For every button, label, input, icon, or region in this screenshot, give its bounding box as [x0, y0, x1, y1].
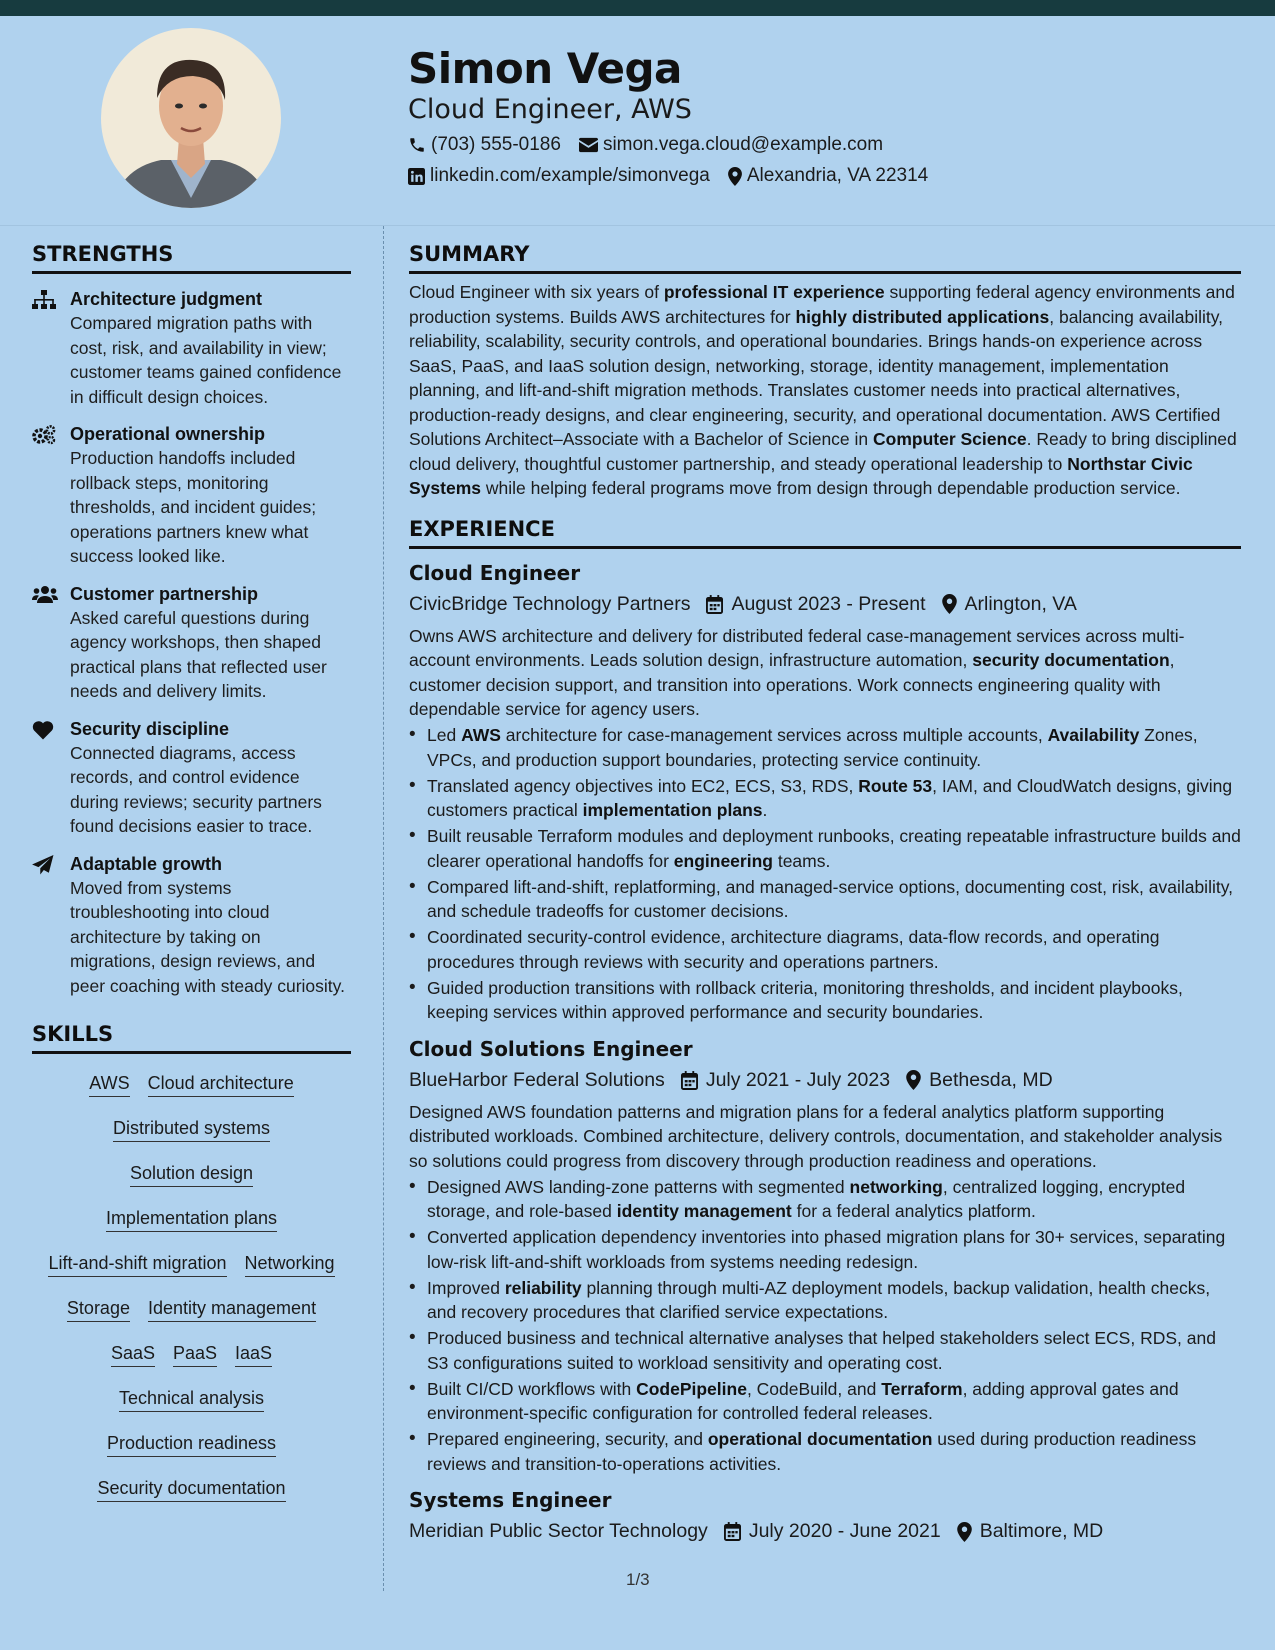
calendar-icon [706, 595, 723, 614]
map-pin-icon [906, 1070, 921, 1090]
job-description: Owns AWS architecture and delivery for distributed federal case-management services across multi-account environments. Leads solution design, infrastructure automation, security documentation, customer decision support, and transition into operations. Work connects engineering quality with dependable service for agency users. [409, 625, 1185, 719]
column-divider [383, 226, 384, 1591]
calendar-icon [724, 1522, 741, 1541]
strength-description: Asked careful questions during agency workshops, then shaped practical plans that reflected user needs and delivery limits. [70, 607, 327, 701]
users-icon [32, 582, 70, 704]
emphasis-text: security documentation [972, 650, 1170, 670]
strength-description: Production handoffs included rollback steps, monitoring thresholds, and incident guides; operations partners knew what success looked like. [70, 448, 317, 566]
emphasis-text: Availability [1047, 725, 1140, 745]
skill-row [32, 1377, 351, 1422]
skill-tag: SaaS [111, 1343, 155, 1367]
emphasis-text: reliability [504, 1277, 582, 1298]
resume-header [0, 16, 1275, 226]
map-pin-icon [957, 1522, 972, 1542]
bullet-item: • Compared lift-and-shift, replatforming, and managed-service options, documenting cost, risk, availability, and schedule tradeoffs for customer decisions. [427, 875, 1241, 924]
job-dates [681, 1069, 890, 1092]
skill-row [32, 1287, 351, 1332]
emphasis-text: Terraform [881, 1378, 963, 1399]
skill-tag: Security documentation [97, 1478, 285, 1502]
job-dates-text: July 2020 - June 2021 [748, 1520, 941, 1542]
location-text: Alexandria, VA 22314 [746, 165, 929, 186]
strength-name: Architecture judgment [70, 289, 263, 309]
strengths-heading: STRENGTHS [32, 242, 351, 274]
emphasis-text: implementation plans [582, 800, 763, 820]
job-dates-text: August 2023 - Present [731, 592, 926, 615]
avatar [101, 28, 281, 208]
skill-row [32, 1152, 351, 1197]
emphasis-text: highly distributed applications [795, 306, 1050, 327]
bullet-item: • Built reusable Terraform modules and deployment runbooks, creating repeatable infrastructure builds and clearer operational handoffs for engineering teams. [427, 824, 1241, 873]
emphasis-text: engineering [673, 850, 773, 871]
job-title: Cloud Engineer [409, 560, 581, 585]
job-dates [724, 1520, 941, 1543]
skill-row [32, 1197, 351, 1242]
strength-item [32, 287, 351, 409]
job-meta [409, 1520, 1241, 1543]
strength-item [32, 582, 351, 704]
strength-description: Moved from systems troubleshooting into cloud architecture by taking on migrations, design reviews, and peer coaching with steady curiosity. [70, 877, 345, 996]
page-number: 1/3 [626, 1570, 650, 1589]
paper-plane-icon [32, 852, 70, 999]
skill-tag: Networking [245, 1253, 335, 1277]
emphasis-text: professional IT experience [663, 282, 885, 302]
strength-body [70, 582, 351, 704]
strength-item [32, 717, 351, 839]
contact-row-2 [408, 165, 946, 187]
gears-icon [32, 422, 70, 569]
bullet-item: • Coordinated security-control evidence, architecture diagrams, data-flow records, and operating procedures through reviews with security and operations partners. [427, 925, 1241, 974]
company-name: BlueHarbor Federal Solutions [409, 1068, 665, 1091]
map-pin-icon [942, 594, 957, 614]
phone-item [408, 134, 561, 156]
profile-photo [101, 28, 281, 208]
strength-name: Security discipline [70, 718, 230, 739]
skill-tag: PaaS [173, 1343, 217, 1367]
job-entry [409, 1488, 1241, 1543]
skill-tag: IaaS [235, 1343, 272, 1367]
skill-tag: Implementation plans [106, 1208, 277, 1232]
emphasis-text: Computer Science [873, 429, 1027, 449]
bullet-item: • Built CI/CD workflows with CodePipeline, CodeBuild, and Terraform, adding approval gates and environment-specific configuration for controlled federal releases. [427, 1377, 1241, 1426]
job-location [957, 1520, 1104, 1543]
strengths-list [32, 287, 351, 998]
bullet-item: • Converted application dependency inventories into phased migration plans for 30+ services, separating low-risk lift-and-shift workloads from systems needing redesign. [427, 1225, 1241, 1274]
bullet-item: • Led AWS architecture for case-management services across multiple accounts, Availability Zones, VPCs, and production support boundaries, protecting service continuity. [427, 723, 1241, 772]
job-location-text: Bethesda, MD [929, 1068, 1053, 1091]
strength-body [70, 717, 351, 839]
job-location [906, 1069, 1053, 1092]
strength-name: Operational ownership [70, 424, 266, 444]
job-bullets [427, 1175, 1241, 1477]
contact-row-1 [408, 134, 901, 156]
emphasis-text: Route 53 [858, 775, 933, 796]
phone-text: (703) 555-0186 [431, 134, 561, 155]
email-text[interactable]: simon.vega.cloud@example.com [602, 134, 884, 155]
bullet-item: • Guided production transitions with rollback criteria, monitoring thresholds, and incident playbooks, keeping services within approved performance and security boundaries. [427, 976, 1241, 1025]
bullet-item: • Prepared engineering, security, and operational documentation used during production readiness reviews and transition-to-operations activities. [427, 1427, 1241, 1476]
candidate-title: Cloud Engineer, AWS [408, 94, 692, 125]
job-entry [409, 561, 1241, 1025]
skills-heading: SKILLS [32, 1022, 351, 1054]
skill-tag: Lift-and-shift migration [48, 1253, 226, 1277]
skill-row [32, 1467, 351, 1512]
job-location [942, 593, 1077, 616]
location-item [728, 165, 928, 187]
strength-body [70, 852, 351, 999]
summary-text: Cloud Engineer with six years of professional IT experience supporting federal agency environments and production systems. Builds AWS architectures for highly distributed applications, balancing availability, reliability, scalability, security controls, and operational boundaries. Brings hands-on experience across SaaS, PaaS, and IaaS solution design, networking, storage, identity management, implementation planning, and lift-and-shift migration methods. Translates customer needs into practical alternatives, production-ready designs, and clear engineering, security, and operational documentation. AWS Certified Solutions Architect–Associate with a Bachelor of Science in Computer Science. Ready to bring disciplined cloud delivery, thoughtful customer partnership, and steady operational leadership to Northstar Civic Systems while helping federal programs move from design through dependable production service. [409, 282, 1237, 498]
emphasis-text: Northstar Civic Systems [409, 453, 1193, 498]
skill-tag: Solution design [130, 1163, 253, 1187]
job-entry [409, 1037, 1241, 1477]
job-bullets [427, 723, 1241, 1025]
bullet-item: • Improved reliability planning through multi-AZ deployment models, backup validation, health checks, and recovery procedures that clarified service expectations. [427, 1276, 1241, 1325]
job-title: Cloud Solutions Engineer [409, 1036, 693, 1061]
strength-description: Compared migration paths with cost, risk, and availability in view; customer teams gained confidence in difficult design choices. [70, 313, 342, 407]
job-dates [706, 593, 925, 616]
linkedin-text[interactable]: linkedin.com/example/simonvega [430, 165, 710, 186]
heart-icon [32, 717, 70, 839]
skill-row [32, 1062, 351, 1107]
linkedin-item[interactable] [408, 165, 710, 187]
skill-tag: Distributed systems [113, 1118, 270, 1142]
skills-list [32, 1062, 351, 1512]
job-description: Designed AWS foundation patterns and migration plans for a federal analytics platform supporting distributed workloads. Combined architecture, delivery controls, documentation, and stakeholder analysis so solutions could progress from discovery through production readiness and operations. [409, 1101, 1223, 1171]
bullet-item: • Produced business and technical alternative analyses that helped stakeholders select ECS, RDS, and S3 configurations suited to workload sensitivity and operating cost. [427, 1326, 1241, 1375]
experience-list [409, 561, 1241, 1544]
skill-tag: Production readiness [107, 1433, 276, 1457]
skill-row [32, 1332, 351, 1377]
emphasis-text: identity management [616, 1201, 792, 1221]
email-item[interactable] [579, 134, 883, 156]
experience-heading: EXPERIENCE [409, 517, 1241, 549]
skill-tag: Technical analysis [119, 1388, 264, 1412]
company-name: Meridian Public Sector Technology [409, 1520, 708, 1542]
right-column [409, 226, 1241, 1543]
summary-heading: SUMMARY [409, 242, 1241, 274]
strength-body [70, 287, 351, 409]
bullet-item: • Designed AWS landing-zone patterns with segmented networking, centralized logging, encrypted storage, and role-based identity management for a federal analytics platform. [427, 1175, 1241, 1224]
skill-row [32, 1422, 351, 1467]
skill-tag: AWS [89, 1073, 129, 1097]
phone-icon [408, 136, 426, 154]
strength-description: Connected diagrams, access records, and control evidence during reviews; security partners found decisions easier to trace. [70, 742, 322, 836]
calendar-icon [681, 1071, 698, 1090]
skill-tag: Cloud architecture [148, 1073, 294, 1097]
skill-row [32, 1242, 351, 1287]
job-title: Systems Engineer [409, 1488, 612, 1512]
job-dates-text: July 2021 - July 2023 [705, 1068, 891, 1091]
envelope-icon [579, 137, 598, 153]
emphasis-text: CodePipeline [636, 1378, 747, 1399]
job-location-text: Arlington, VA [964, 592, 1077, 615]
linkedin-icon [408, 168, 425, 185]
strength-item [32, 852, 351, 999]
skill-row [32, 1107, 351, 1152]
bullet-item: • Translated agency objectives into EC2, ECS, S3, RDS, Route 53, IAM, and CloudWatch designs, giving customers practical implementation plans. [427, 774, 1241, 823]
candidate-name: Simon Vega [408, 44, 682, 93]
map-pin-icon [728, 167, 742, 186]
strength-body [70, 422, 351, 569]
strength-name: Adaptable growth [70, 853, 222, 874]
emphasis-text: operational documentation [707, 1429, 933, 1449]
emphasis-text: AWS [461, 725, 501, 745]
job-meta [409, 593, 1241, 616]
skill-tag: Identity management [148, 1298, 316, 1322]
top-accent-bar [0, 0, 1275, 16]
strength-name: Customer partnership [70, 583, 259, 604]
skill-tag: Storage [67, 1298, 130, 1322]
job-location-text: Baltimore, MD [979, 1520, 1104, 1542]
company-name: CivicBridge Technology Partners [409, 592, 691, 615]
sitemap-icon [32, 287, 70, 409]
job-meta [409, 1069, 1241, 1092]
left-column [32, 226, 351, 1512]
strength-item [32, 422, 351, 569]
emphasis-text: networking [849, 1176, 943, 1197]
